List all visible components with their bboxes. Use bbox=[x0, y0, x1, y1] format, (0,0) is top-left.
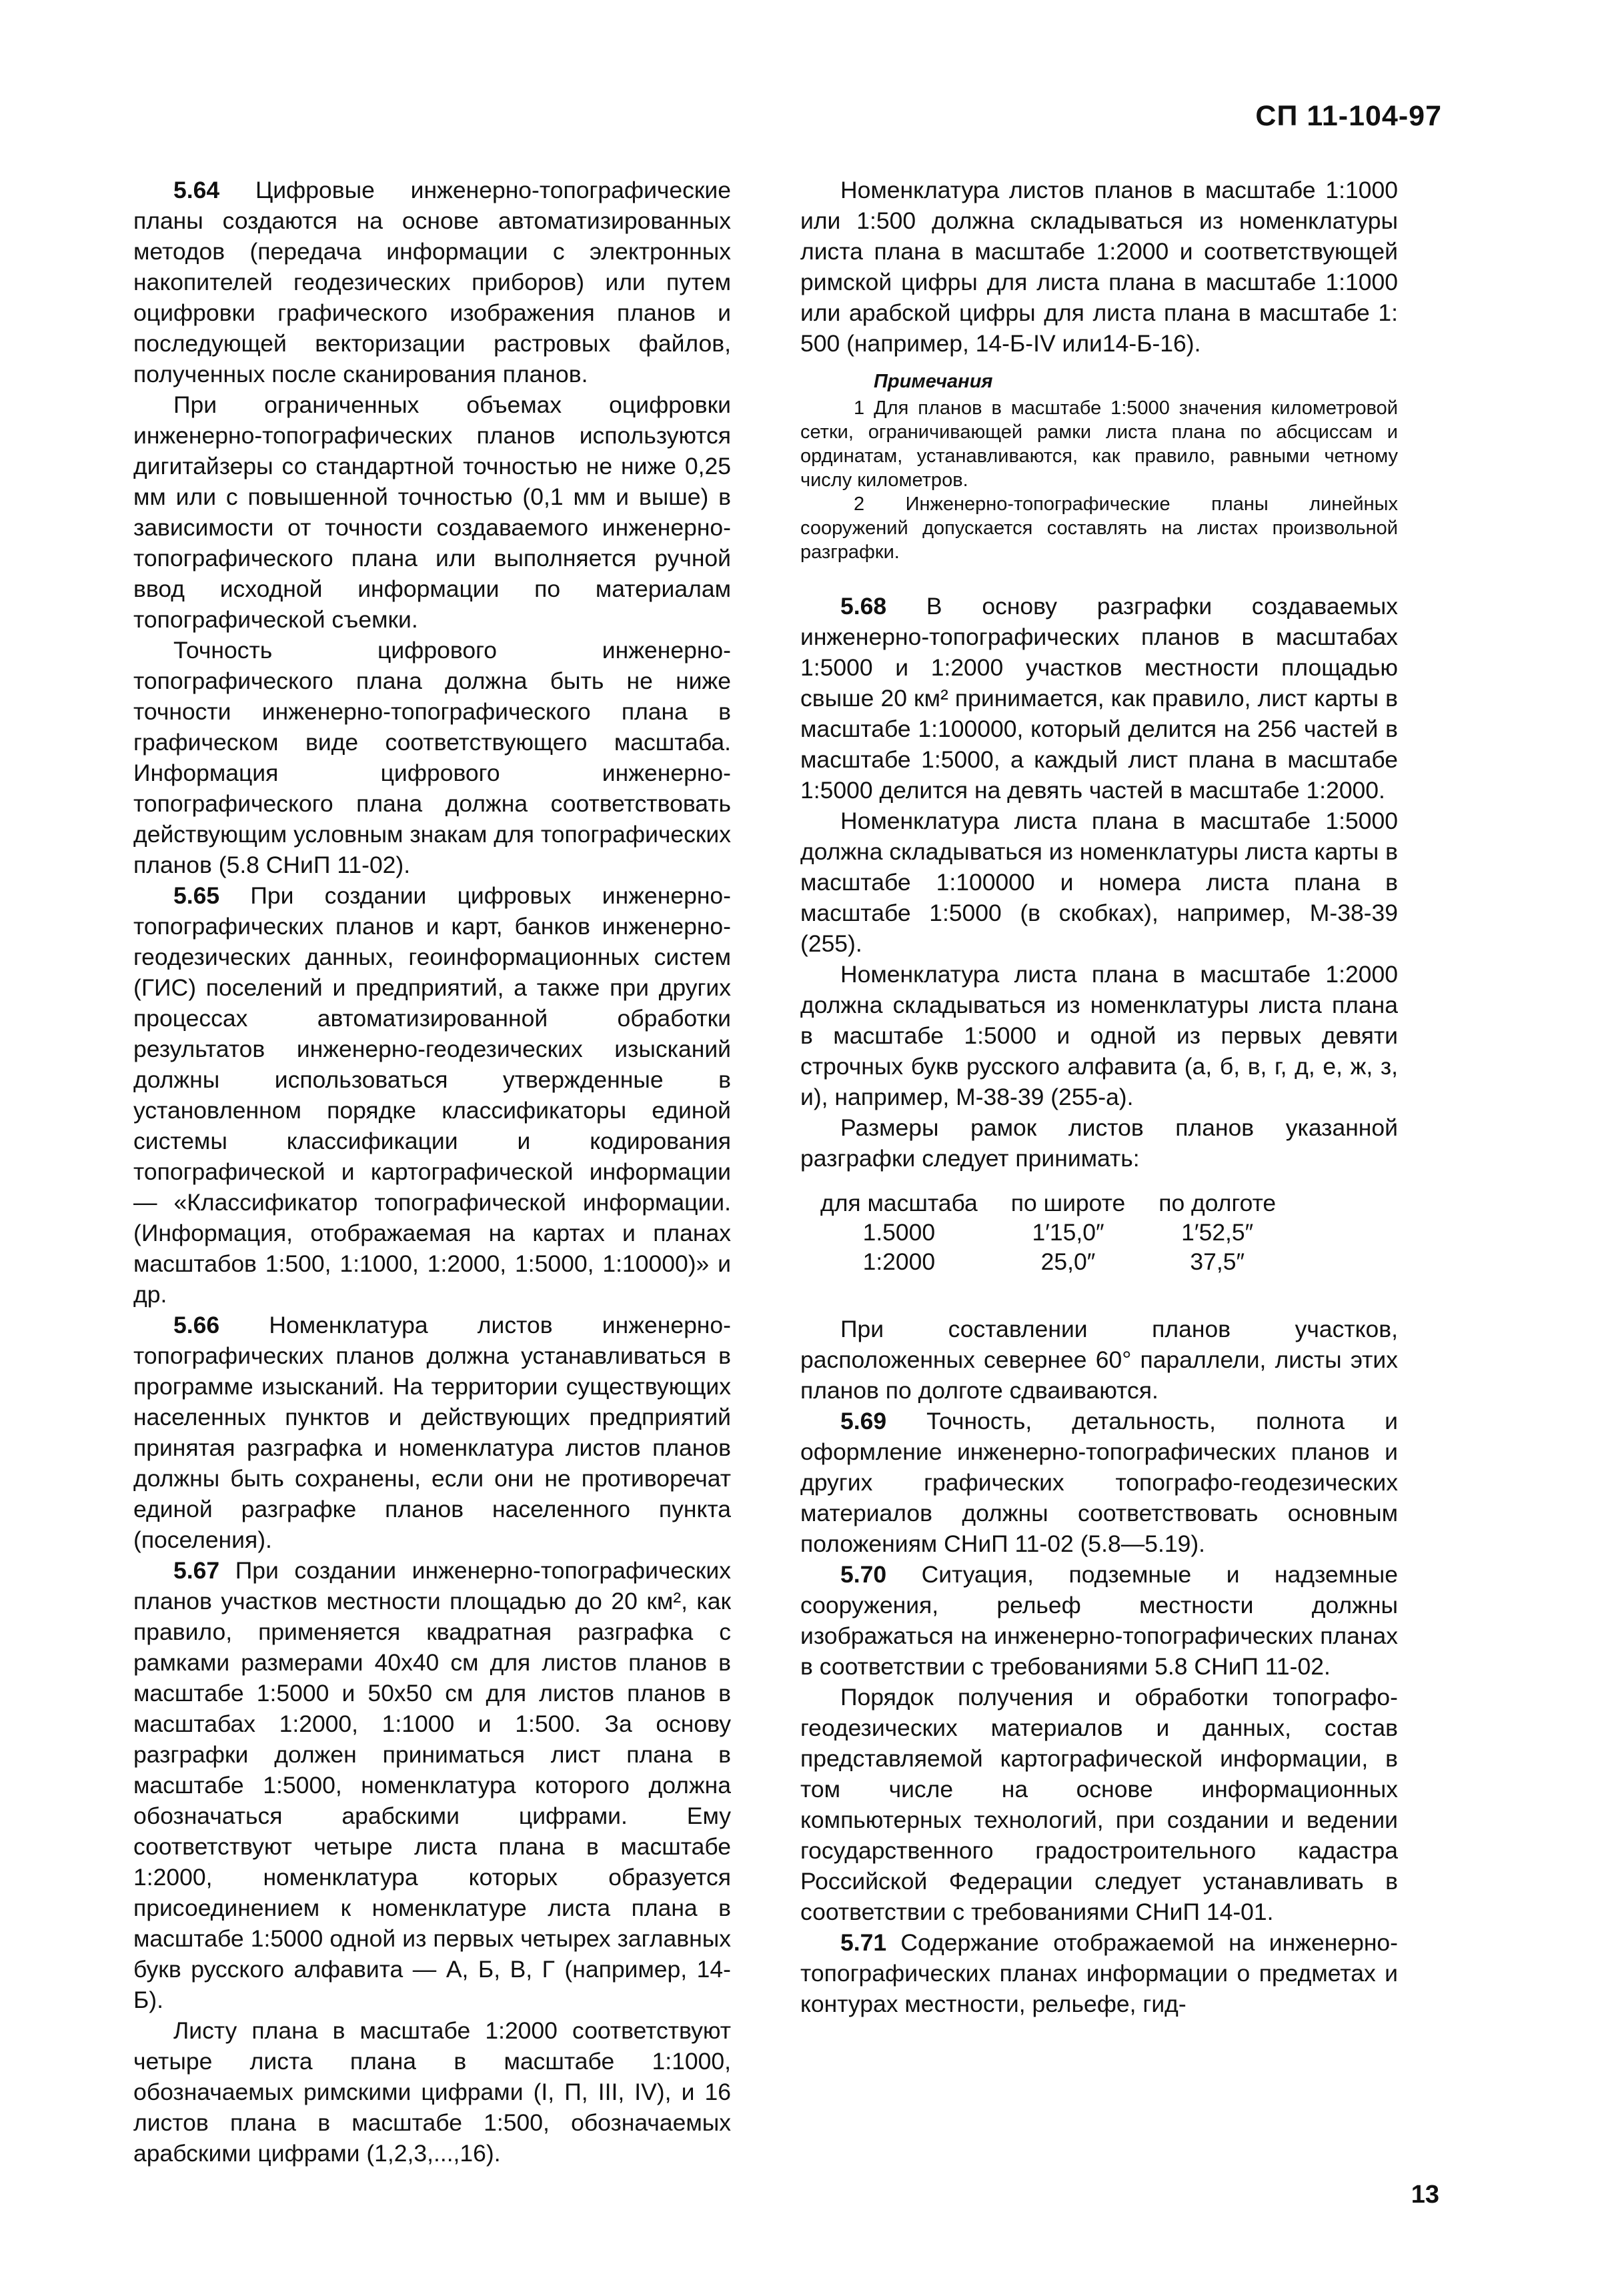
notes-title: Примечания bbox=[874, 371, 993, 392]
note-2: 2 Инженерно-топографические планы линейных сооружений допускается составлять на листах произвольной разграфки. bbox=[800, 493, 1398, 563]
paragraph-text: При создании инженерно-топографических планов участков местности площадью до 20 км², как правило, применяется квадратная разграфка с рамками размерами 40х40 см для листов планов в масштабе 1:5000 и 50х50 см для листов планов в масштабах 1:2000, 1:1000 и 1:500. За основу разграфки должен приниматься лист плана в масштабе 1:5000, номенклатура которого должна обозначаться арабскими цифрами. Ему соответствуют четыре листа плана в масштабе 1:2000, номенклатура которых образуется присоединением к номенклатуре листа плана в масштабе 1:5000 одной из первых четырех заглавных букв русского алфавита — А, Б, В, Г (например, 14-Б). bbox=[133, 1557, 731, 2013]
right-column bbox=[800, 175, 1398, 2019]
paragraph-text: Номенклатура листов инженерно-топографических планов должна устанавливаться в программе изысканий. На территории существующих населенных пунктов и действующих предприятий принятая разграфка и номенклатура листов планов должны быть сохранены, если они не противоречат единой разграфке планов населенного пункта (поселения). bbox=[133, 1312, 731, 1553]
paragraph-text: В основу разграфки создаваемых инженерно-топографических планов в масштабах 1:5000 и 1:2000 участков местности площадью свыше 20 км² принимается, как правило, лист карты в масштабе 1:100000, который делится на 256 частей в масштабе 1:5000, а каждый лист плана в масштабе 1:5000 делится на девять частей в масштабе 1:2000. bbox=[800, 593, 1398, 804]
table-cell: 1.5000 bbox=[862, 1219, 936, 1246]
paragraph: При ограниченных объемах оцифровки инженерно-топографических планов используются дигитайзеры со стандартной точностью не ниже 0,25 мм или с повышенной точностью (0,1 мм и выше) в зависимости от точности создаваемого инженерно-топографического плана или выполняется ручной ввод исходной информации по материалам топографической съемки. bbox=[133, 391, 731, 633]
paragraph-text: Точность, детальность, полнота и оформление инженерно-топографических планов и других графических топографо-геодезических материалов должны соответствовать основным положениям СНиП 11-02 (5.8—5.19). bbox=[800, 1408, 1398, 1557]
paragraph-5-64 bbox=[133, 175, 731, 389]
paragraph-text: При создании цифровых инженерно-топографических планов и карт, банков инженерно-геодезических данных, геоинформационных систем (ГИС) поселений и предприятий, а также при других процессах автоматизированной обработки результатов инженерно-геодезических изысканий должны использоваться утвержденные в установленном порядке классификаторы единой системы классификации и кодирования топографической и картографической информации — «Классификатор топографической информации. (Информация, отображаемая на картах и планах масштабов 1:500, 1:1000, 1:2000, 1:5000, 1:10000)» и др. bbox=[133, 882, 731, 1308]
table-cell: 37,5″ bbox=[1190, 1248, 1245, 1275]
notes-block bbox=[800, 369, 1398, 564]
table-header: для масштаба bbox=[820, 1190, 978, 1216]
paragraph-5-71 bbox=[800, 1927, 1398, 2019]
paragraph-5-67 bbox=[133, 1555, 731, 2015]
paragraph-5-66 bbox=[133, 1310, 731, 1555]
paragraph-5-69 bbox=[800, 1406, 1398, 1559]
table-cell: 25,0″ bbox=[1040, 1248, 1096, 1275]
section-number: 5.66 bbox=[173, 1312, 220, 1338]
section-number: 5.67 bbox=[173, 1557, 220, 1584]
section-number: 5.71 bbox=[840, 1929, 887, 1956]
table-cell: 1′52,5″ bbox=[1181, 1219, 1254, 1246]
paragraph-text: Ситуация, подземные и надземные сооружения, рельеф местности должны изображаться на инженерно-топографических планах в соответствии с требованиями 5.8 СНиП 11-02. bbox=[800, 1561, 1398, 1680]
paragraph-5-68 bbox=[800, 591, 1398, 806]
frame-size-table bbox=[820, 1188, 1293, 1276]
paragraph-text: Цифровые инженерно-топографические планы создаются на основе автоматизированных методов (передача информации с электронных накопителей геодезических приборов) или путем оцифровки графического изображения планов и последующей векторизации растровых файлов, полученных после сканирования планов. bbox=[133, 177, 731, 387]
table-cell: 1′15,0″ bbox=[1032, 1219, 1104, 1246]
paragraph: Листу плана в масштабе 1:2000 соответствуют четыре листа плана в масштабе 1:1000, обозначаемых римскими цифрами (I, П, III, IV), и 16 листов плана в масштабе 1:500, обозначаемых арабскими цифрами (1,2,3,...,16). bbox=[133, 2017, 731, 2167]
table-row bbox=[820, 1247, 1293, 1276]
paragraph: Размеры рамок листов планов указанной разграфки следует принимать: bbox=[800, 1114, 1398, 1172]
section-number: 5.68 bbox=[840, 593, 887, 620]
document-code-header: СП 11-104-97 bbox=[1255, 100, 1442, 132]
section-number: 5.70 bbox=[840, 1561, 887, 1588]
paragraph: Порядок получения и обработки топографо-геодезических материалов и данных, состав представляемой картографической информации, в том числе на основе информационных компьютерных технологий, при создании и ведении государственного градостроительного кадастра Российской Федерации следует устанавливать в соответствии с требованиями СНиП 14-01. bbox=[800, 1684, 1398, 1925]
paragraph: Номенклатура листа плана в масштабе 1:5000 должна складываться из номенклатуры листа карты в масштабе 1:100000 и номера листа плана в масштабе 1:5000 (в скобках), например, М-38-39 (255). bbox=[800, 808, 1398, 957]
page-number: 13 bbox=[1411, 2181, 1439, 2209]
paragraph-5-70 bbox=[800, 1559, 1398, 1682]
paragraph: Точность цифрового инженерно-топографического плана должна быть не ниже точности инженерно-топографического плана в графическом виде соответствующего масштаба. Информация цифрового инженерно-топографического плана должна соответствовать действующим условным знакам для топографических планов (5.8 СНиП 11-02). bbox=[133, 637, 731, 878]
table-cell: 1:2000 bbox=[862, 1248, 936, 1275]
note-1: 1 Для планов в масштабе 1:5000 значения километровой сетки, ограничивающей рамки листа плана по абсциссам и ординатам, устанавливаются, как правило, равными четному числу километров. bbox=[800, 397, 1398, 491]
table-header: по широте bbox=[1010, 1190, 1126, 1216]
table-header: по долготе bbox=[1158, 1190, 1277, 1216]
section-number: 5.64 bbox=[173, 177, 220, 203]
section-number: 5.69 bbox=[840, 1408, 887, 1434]
paragraph: При составлении планов участков, расположенных севернее 60° параллели, листы этих планов по долготе сдваиваются. bbox=[800, 1316, 1398, 1404]
paragraph: Номенклатура листов планов в масштабе 1:1000 или 1:500 должна складываться из номенклатуры листа плана в масштабе 1:2000 и соответствующей римской цифры для листа плана в масштабе 1:1000 или арабской цифры для листа плана в масштабе 1: 500 (например, 14-Б-IV или14-Б-16). bbox=[800, 177, 1398, 357]
section-number: 5.65 bbox=[173, 882, 220, 909]
paragraph-text: Содержание отображаемой на инженерно-топографических планах информации о предметах и контурах местности, рельефе, гид- bbox=[800, 1929, 1398, 2017]
paragraph-5-65 bbox=[133, 880, 731, 1310]
table-header-row bbox=[820, 1188, 1293, 1218]
table-row bbox=[820, 1218, 1293, 1247]
paragraph: Номенклатура листа плана в масштабе 1:2000 должна складываться из номенклатуры листа плана в масштабе 1:5000 и одной из первых девяти строчных букв русского алфавита (а, б, в, г, д, е, ж, з, и), например, М-38-39 (255-а). bbox=[800, 961, 1398, 1110]
left-column bbox=[133, 175, 731, 2169]
